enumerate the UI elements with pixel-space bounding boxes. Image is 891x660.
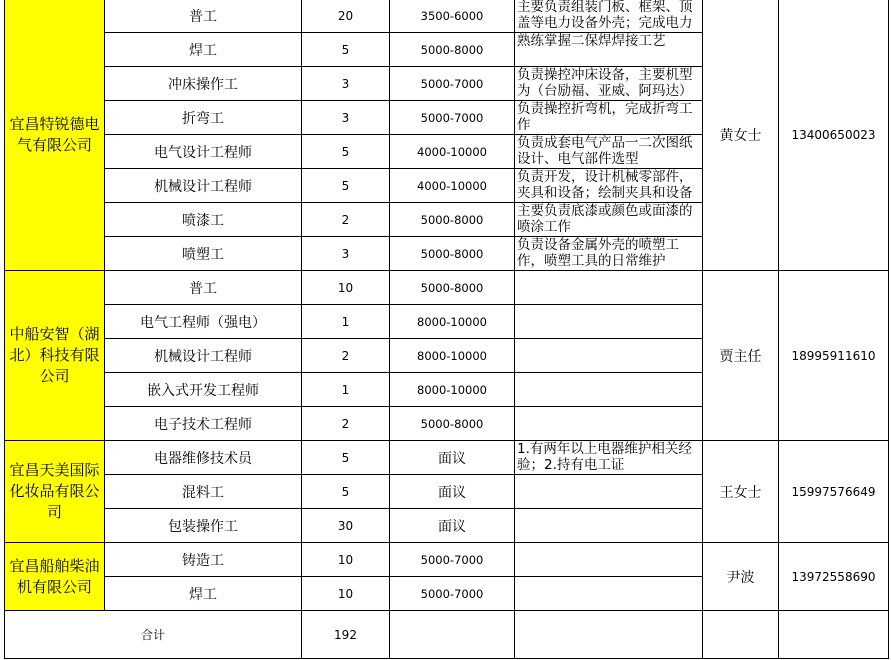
headcount-cell: 1 bbox=[302, 305, 390, 339]
salary-cell: 8000-10000 bbox=[390, 339, 515, 373]
salary-cell: 8000-10000 bbox=[390, 373, 515, 407]
salary-cell: 5000-8000 bbox=[390, 237, 515, 271]
salary-cell: 面议 bbox=[390, 441, 515, 475]
headcount-cell: 5 bbox=[302, 441, 390, 475]
headcount-cell: 5 bbox=[302, 169, 390, 203]
headcount-cell: 1 bbox=[302, 373, 390, 407]
headcount-cell: 3 bbox=[302, 67, 390, 101]
job-title-cell: 喷塑工 bbox=[105, 237, 302, 271]
salary-cell: 5000-8000 bbox=[390, 203, 515, 237]
requirement-cell: 负责成套电气产品一二次图纸设计、电气部件选型 bbox=[515, 135, 703, 169]
headcount-cell: 3 bbox=[302, 237, 390, 271]
salary-cell: 3500-6000 bbox=[390, 0, 515, 33]
job-title-cell: 混料工 bbox=[105, 475, 302, 509]
requirement-cell: 1.有两年以上电器维护相关经验；2.持有电工证 bbox=[515, 441, 703, 475]
job-title-cell: 普工 bbox=[105, 0, 302, 33]
total-empty-cell bbox=[703, 611, 779, 659]
total-empty-cell bbox=[390, 611, 515, 659]
headcount-cell: 30 bbox=[302, 509, 390, 543]
salary-cell: 5000-7000 bbox=[390, 101, 515, 135]
salary-cell: 5000-8000 bbox=[390, 271, 515, 305]
salary-cell: 5000-8000 bbox=[390, 33, 515, 67]
salary-cell: 5000-7000 bbox=[390, 577, 515, 611]
requirement-cell: 负责设备金属外壳的喷塑工作，喷塑工具的日常维护 bbox=[515, 237, 703, 271]
headcount-cell: 20 bbox=[302, 0, 390, 33]
job-title-cell: 电子技术工程师 bbox=[105, 407, 302, 441]
job-title-cell: 嵌入式开发工程师 bbox=[105, 373, 302, 407]
job-title-cell: 焊工 bbox=[105, 33, 302, 67]
salary-cell: 8000-10000 bbox=[390, 305, 515, 339]
job-title-cell: 机械设计工程师 bbox=[105, 339, 302, 373]
phone-cell: 15997576649 bbox=[779, 441, 889, 543]
job-title-cell: 电气设计工程师 bbox=[105, 135, 302, 169]
total-count-cell: 192 bbox=[302, 611, 390, 659]
job-title-cell: 喷漆工 bbox=[105, 203, 302, 237]
phone-cell: 13972558690 bbox=[779, 543, 889, 611]
salary-cell: 4000-10000 bbox=[390, 169, 515, 203]
headcount-cell: 3 bbox=[302, 101, 390, 135]
headcount-cell: 10 bbox=[302, 577, 390, 611]
requirement-cell bbox=[515, 577, 703, 611]
total-label-cell: 合计 bbox=[4, 611, 302, 659]
headcount-cell: 5 bbox=[302, 475, 390, 509]
headcount-cell: 5 bbox=[302, 33, 390, 67]
company-name-cell: 宜昌特锐德电气有限公司 bbox=[4, 0, 105, 271]
job-title-cell: 包装操作工 bbox=[105, 509, 302, 543]
headcount-cell: 5 bbox=[302, 135, 390, 169]
headcount-cell: 10 bbox=[302, 543, 390, 577]
contact-person-cell: 贾主任 bbox=[703, 271, 779, 441]
requirement-cell: 主要负责底漆或颜色或面漆的喷涂工作 bbox=[515, 203, 703, 237]
requirement-cell: 负责开发，设计机械零部件，夹具和设备；绘制夹具和设备 bbox=[515, 169, 703, 203]
company-name-cell: 宜昌船舶柴油机有限公司 bbox=[4, 543, 105, 611]
requirement-cell: 熟练掌握二保焊焊接工艺 bbox=[515, 33, 703, 67]
headcount-cell: 10 bbox=[302, 271, 390, 305]
requirement-cell bbox=[515, 339, 703, 373]
salary-cell: 5000-7000 bbox=[390, 543, 515, 577]
salary-cell: 面议 bbox=[390, 475, 515, 509]
headcount-cell: 2 bbox=[302, 339, 390, 373]
salary-cell: 5000-8000 bbox=[390, 407, 515, 441]
phone-cell: 13400650023 bbox=[779, 0, 889, 271]
job-title-cell: 铸造工 bbox=[105, 543, 302, 577]
requirement-cell bbox=[515, 475, 703, 509]
requirement-cell bbox=[515, 373, 703, 407]
salary-cell: 面议 bbox=[390, 509, 515, 543]
requirement-cell: 主要负责组装门板、框架、顶盖等电力设备外壳；完成电力 bbox=[515, 0, 703, 33]
salary-cell: 5000-7000 bbox=[390, 67, 515, 101]
company-name-cell: 宜昌天美国际化妆品有限公司 bbox=[4, 441, 105, 543]
headcount-cell: 2 bbox=[302, 203, 390, 237]
requirement-cell bbox=[515, 271, 703, 305]
job-title-cell: 普工 bbox=[105, 271, 302, 305]
job-title-cell: 冲床操作工 bbox=[105, 67, 302, 101]
job-title-cell: 电器维修技术员 bbox=[105, 441, 302, 475]
requirement-cell bbox=[515, 509, 703, 543]
job-title-cell: 折弯工 bbox=[105, 101, 302, 135]
contact-person-cell: 黄女士 bbox=[703, 0, 779, 271]
contact-person-cell: 王女士 bbox=[703, 441, 779, 543]
contact-person-cell: 尹波 bbox=[703, 543, 779, 611]
requirement-cell bbox=[515, 407, 703, 441]
phone-cell: 18995911610 bbox=[779, 271, 889, 441]
job-title-cell: 焊工 bbox=[105, 577, 302, 611]
requirement-cell: 负责操控折弯机，完成折弯工作 bbox=[515, 101, 703, 135]
requirement-cell bbox=[515, 543, 703, 577]
requirement-cell bbox=[515, 305, 703, 339]
job-title-cell: 电气工程师（强电） bbox=[105, 305, 302, 339]
job-title-cell: 机械设计工程师 bbox=[105, 169, 302, 203]
total-empty-cell bbox=[515, 611, 703, 659]
requirement-cell: 负责操控冲床设备，主要机型为（台励福、亚威、阿玛达） bbox=[515, 67, 703, 101]
company-name-cell: 中船安智（湖北）科技有限公司 bbox=[4, 271, 105, 441]
headcount-cell: 2 bbox=[302, 407, 390, 441]
total-empty-cell bbox=[779, 611, 889, 659]
salary-cell: 4000-10000 bbox=[390, 135, 515, 169]
